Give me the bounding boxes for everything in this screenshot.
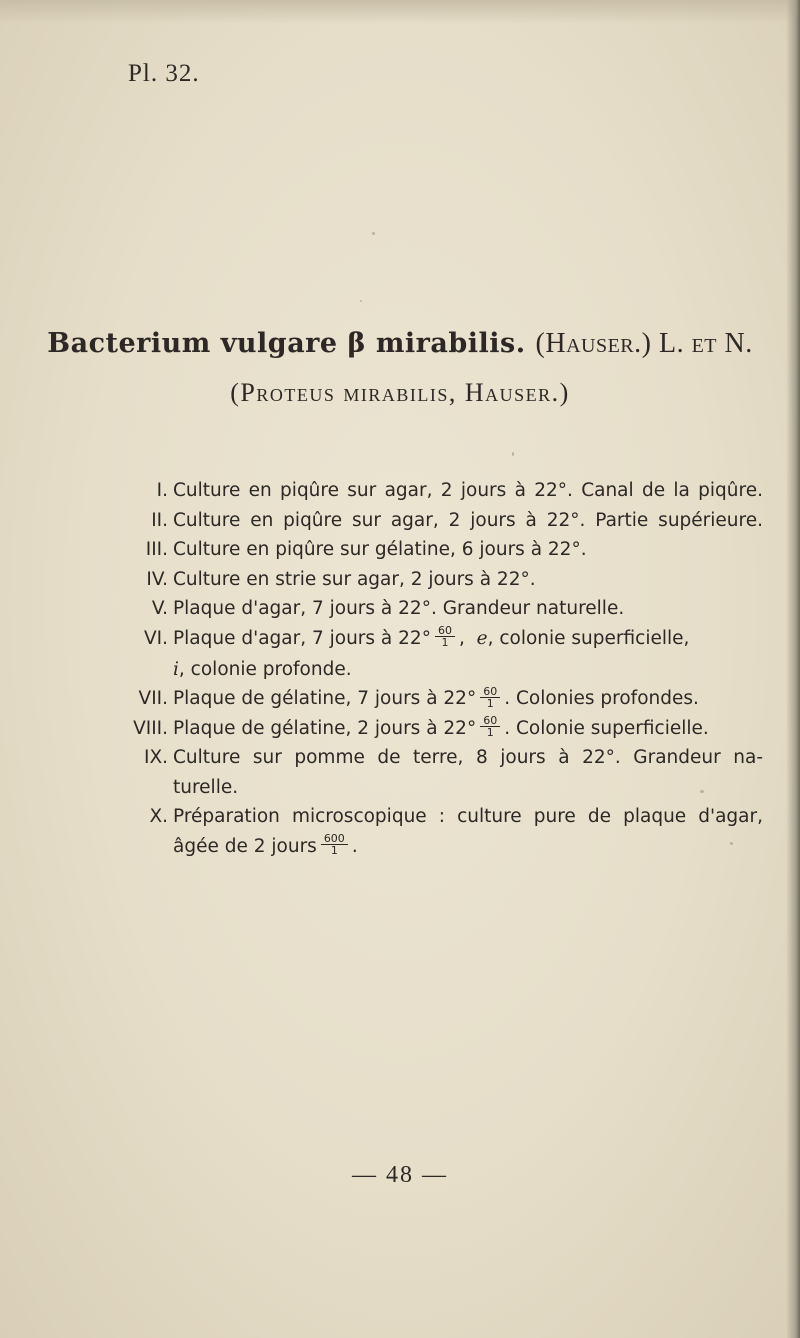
legend-item-number: VII. bbox=[138, 688, 168, 709]
fraction-denominator: 1 bbox=[486, 696, 494, 710]
magnification-fraction bbox=[321, 833, 348, 856]
legend-item bbox=[118, 802, 768, 832]
plate-number: Pl. 32. bbox=[128, 60, 200, 87]
legend-item bbox=[118, 714, 768, 744]
paper-speck bbox=[360, 300, 362, 302]
paper-speck bbox=[512, 452, 514, 456]
paper-speck bbox=[700, 790, 704, 793]
legend-text-part: Plaque d'agar, 7 jours à 22° bbox=[173, 627, 431, 649]
legend-item-text: Culture sur pomme de terre, 8 jours à 22°. Grandeur na- bbox=[173, 747, 763, 768]
fraction-denominator: 1 bbox=[486, 726, 494, 739]
paper-speck bbox=[730, 842, 733, 845]
legend-text-part: . bbox=[351, 835, 358, 857]
species-name: Bacterium vulgare β mirabilis. bbox=[47, 328, 526, 359]
legend-text-part: . Colonie superficielle. bbox=[504, 717, 709, 739]
legend-item-text: Culture en strie sur agar, 2 jours à 22°. bbox=[173, 568, 536, 590]
legend-item-number: X. bbox=[149, 806, 168, 827]
legend-item-continuation bbox=[118, 655, 768, 685]
legend-item-text bbox=[173, 714, 709, 744]
magnification-fraction bbox=[480, 715, 500, 738]
legend-text-part: âgée de 2 jours bbox=[173, 835, 317, 857]
legend-item bbox=[118, 684, 768, 714]
legend-item-text bbox=[173, 684, 699, 714]
page-number: — 48 — bbox=[352, 1162, 448, 1188]
magnification-fraction bbox=[435, 625, 455, 648]
legend-item-number: VIII. bbox=[133, 717, 168, 739]
legend-item-number: VI. bbox=[144, 627, 168, 649]
legend-item-number: V. bbox=[151, 598, 168, 619]
legend-item bbox=[118, 594, 768, 624]
legend-item bbox=[118, 743, 768, 773]
page-binding-edge bbox=[786, 0, 800, 1338]
legend-text-part: Plaque de gélatine, 7 jours à 22° bbox=[173, 688, 477, 709]
species-synonym: (Proteus mirabilis, Hauser.) bbox=[230, 378, 570, 407]
legend-item-continuation bbox=[118, 773, 768, 803]
species-title bbox=[0, 328, 800, 360]
legend-text-part: , colonie profonde. bbox=[178, 658, 352, 680]
legend-item-number: IV. bbox=[146, 568, 168, 590]
legend-item bbox=[118, 624, 768, 655]
fraction-denominator: 1 bbox=[330, 844, 338, 857]
legend-item-text: Culture en piqûre sur gélatine, 6 jours à 22°. bbox=[173, 539, 587, 560]
legend-item-text bbox=[173, 832, 358, 862]
page-top-shadow bbox=[0, 0, 800, 24]
fraction-numerator: 60 bbox=[480, 686, 500, 698]
legend-item-text: Culture en piqûre sur agar, 2 jours à 22°. Partie supérieure. bbox=[173, 509, 763, 531]
legend-item bbox=[118, 506, 768, 536]
legend-text-part: , bbox=[458, 627, 465, 649]
fraction-denominator: 1 bbox=[441, 636, 449, 649]
legend-text-italic: i bbox=[173, 658, 179, 680]
legend-item-number: II. bbox=[151, 509, 168, 531]
legend-text-part: Plaque de gélatine, 2 jours à 22° bbox=[173, 717, 477, 739]
legend-item-text bbox=[173, 655, 352, 685]
legend-item bbox=[118, 535, 768, 565]
legend-text-italic: e bbox=[476, 627, 488, 649]
magnification-fraction bbox=[480, 686, 500, 709]
fraction-numerator: 600 bbox=[321, 833, 348, 845]
legend-text-part: , colonie superficielle, bbox=[487, 627, 690, 649]
legend-item bbox=[118, 476, 768, 506]
legend-item-number: III. bbox=[145, 539, 168, 560]
legend-item-number: I. bbox=[156, 480, 168, 501]
fraction-numerator: 60 bbox=[480, 715, 500, 727]
figure-legend-list bbox=[118, 476, 768, 861]
legend-item-text: turelle. bbox=[173, 776, 239, 798]
fraction-numerator: 60 bbox=[435, 625, 455, 637]
legend-text-part: . Colonies profondes. bbox=[504, 688, 699, 709]
legend-item bbox=[118, 565, 768, 595]
legend-item-text: Culture en piqûre sur agar, 2 jours à 22°. Canal de la piqûre. bbox=[173, 480, 763, 501]
species-authors: (Hauser.) L. et N. bbox=[535, 328, 753, 359]
legend-item-number: IX. bbox=[143, 747, 168, 768]
legend-item-text: Plaque d'agar, 7 jours à 22°. Grandeur naturelle. bbox=[173, 598, 625, 619]
legend-item-continuation bbox=[118, 832, 768, 862]
legend-item-text bbox=[173, 624, 689, 654]
paper-speck bbox=[372, 232, 375, 235]
legend-item-text: Préparation microscopique : culture pure de plaque d'agar, bbox=[173, 806, 763, 827]
